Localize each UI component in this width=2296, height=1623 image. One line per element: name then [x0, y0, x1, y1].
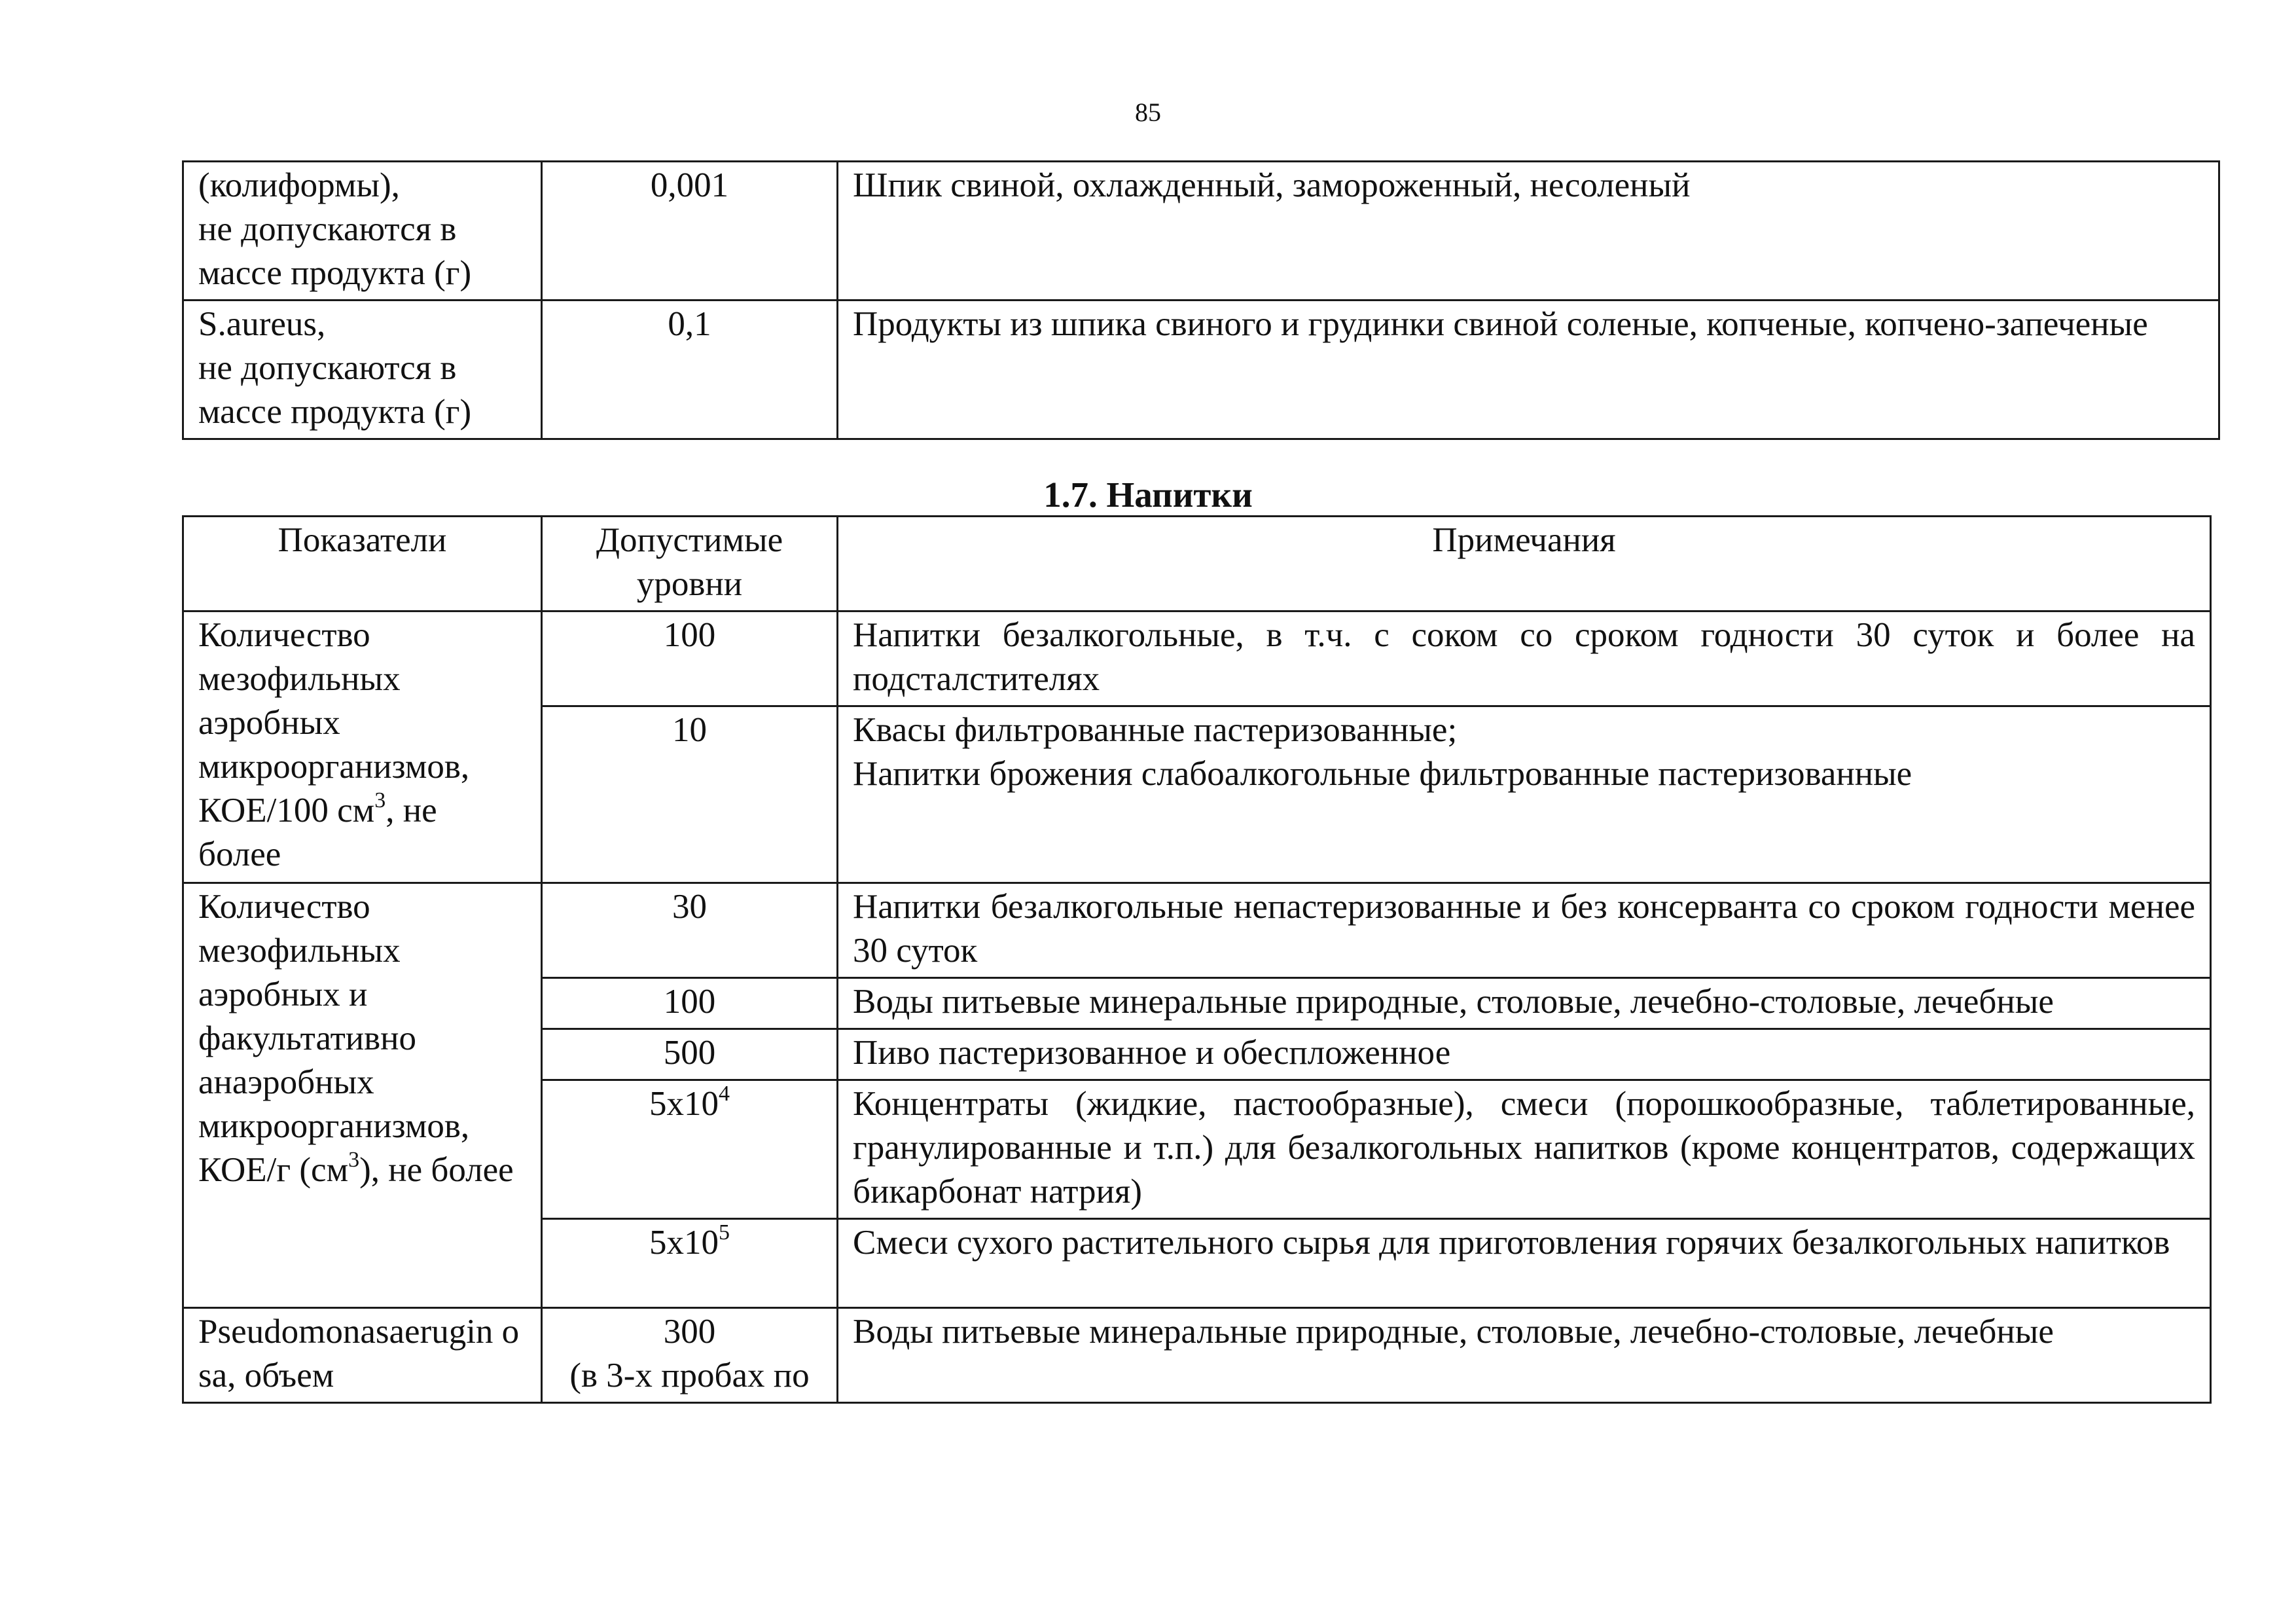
note-line: Напитки брожения слабоалкогольные фильтрованные пастеризованные [853, 755, 1912, 793]
header-levels: Допустимые уровни [542, 517, 838, 611]
level-line: 300 [663, 1313, 716, 1351]
level-cell: 10 [542, 706, 838, 883]
note-cell: Напитки безалкогольные непастеризованные и без консерванта со сроком годности менее 30 суток [838, 883, 2211, 978]
indicator-line: (колиформы), [198, 166, 400, 204]
note-cell: Концентраты (жидкие, пастообразные), смеси (порошкообразные, таблетированные, гранулированные и т.п.) для безалкогольных напитков (кроме концентратов, содержащих бикарбонат натрия) [838, 1080, 2211, 1219]
indicator-text: ), не более [359, 1151, 514, 1189]
note-cell: Воды питьевые минеральные природные, столовые, лечебно-столовые, лечебные [838, 978, 2211, 1029]
indicator-line: не допускаются в [198, 349, 457, 387]
level-cell [542, 1080, 838, 1219]
level-cell: 0,001 [542, 162, 838, 301]
note-cell [838, 706, 2211, 883]
indicator-cell [183, 301, 542, 439]
level-exponent: 5 [719, 1220, 730, 1245]
note-cell: Шпик свиной, охлажденный, замороженный, несоленый [838, 162, 2219, 301]
level-exponent: 4 [719, 1082, 730, 1106]
indicator-text: Количество мезофильных аэробных микроорганизмов, КОЕ/100 см [198, 616, 470, 830]
indicator-line: S.aureus, [198, 305, 326, 343]
indicator-line: не допускаются в [198, 210, 457, 248]
note-cell: Продукты из шпика свиного и грудинки свиной соленые, копченые, копчено-запеченые [838, 301, 2219, 439]
header-row [183, 517, 2211, 611]
level-cell [542, 1308, 838, 1403]
table-row [183, 883, 2211, 978]
note-cell: Смеси сухого растительного сырья для приготовления горячих безалкогольных напитков [838, 1219, 2211, 1308]
note-line: Квасы фильтрованные пастеризованные; [853, 711, 1458, 749]
note-cell: Пиво пастеризованное и обеспложенное [838, 1029, 2211, 1080]
level-cell: 30 [542, 883, 838, 978]
level-cell: 100 [542, 978, 838, 1029]
note-cell: Воды питьевые минеральные природные, столовые, лечебно-столовые, лечебные [838, 1308, 2211, 1403]
indicator-cell [183, 883, 542, 1308]
indicator-cell: Pseudomonasaerugin osa, объем [183, 1308, 542, 1403]
table-row [183, 1308, 2211, 1403]
indicator-line: массе продукта (г) [198, 393, 472, 431]
indicator-cell [183, 611, 542, 883]
indicator-line: массе продукта (г) [198, 254, 472, 292]
table-row [183, 301, 2219, 439]
continued-table [182, 160, 2220, 440]
header-indicators: Показатели [183, 517, 542, 611]
beverages-table [182, 515, 2212, 1404]
section-title: 1.7. Напитки [1043, 475, 1253, 515]
table-row [183, 162, 2219, 301]
page-number: 85 [1135, 98, 1161, 127]
level-base: 5x10 [649, 1224, 719, 1262]
table-row [183, 611, 2211, 706]
level-cell: 100 [542, 611, 838, 706]
level-cell: 0,1 [542, 301, 838, 439]
superscript: 3 [348, 1148, 360, 1172]
header-notes: Примечания [838, 517, 2211, 611]
indicator-text: , не более [198, 792, 437, 873]
superscript: 3 [374, 788, 386, 812]
level-cell [542, 1219, 838, 1308]
indicator-cell [183, 162, 542, 301]
note-cell: Напитки безалкогольные, в т.ч. с соком со сроком годности 30 суток и более на подсталстителях [838, 611, 2211, 706]
indicator-text: Количество мезофильных аэробных и факультативно анаэробных микроорганизмов, КОЕ/г (см [198, 888, 470, 1189]
level-base: 5x10 [649, 1085, 719, 1123]
level-line: (в 3-х пробах по [569, 1357, 810, 1395]
level-cell: 500 [542, 1029, 838, 1080]
